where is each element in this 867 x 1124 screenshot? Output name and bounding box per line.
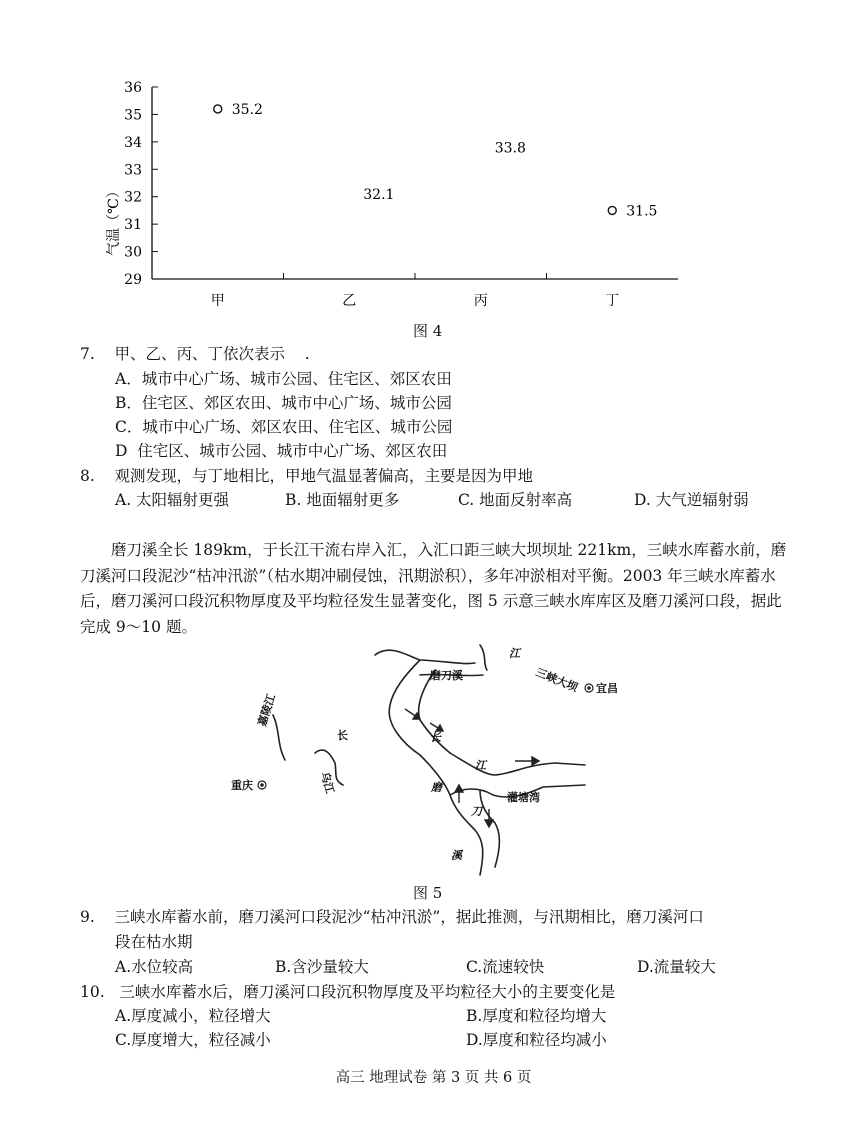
yangtze-main-north-bank <box>450 753 585 775</box>
reading-passage: 磨刀溪全长 189km，于长江干流右岸入汇，入汇口距三峡大坝坝址 221km，三峡水库蓄水前，磨刀溪河口段泥沙“枯冲汛淤”（枯水期冲刷侵蚀，汛期淤积），多年冲淤相对平衡。2003 年三峡水库蓄水后，磨刀溪河口段沉积物厚度及平均粒径发生显著变化，图 5 示意三峡水库库区及磨刀溪河口段，据此完成 9～10 题。 <box>80 541 787 636</box>
page-footer: 高三 地理试卷 第 3 页 共 6 页 <box>335 1070 532 1086</box>
map-label-chongqing: 重庆 <box>231 779 253 792</box>
flow-arrow-4-head <box>455 785 463 792</box>
question-10-option-b: B.厚度和粒径均增大 <box>466 1007 607 1025</box>
question-9-option-c: C.流速较快 <box>466 958 545 976</box>
y-tick-label: 30 <box>124 244 142 261</box>
x-tick-label: 甲 <box>210 293 225 309</box>
y-axis-label: 气温（℃） <box>106 184 122 256</box>
yangtze-main-south-bank <box>420 755 585 797</box>
y-tick-label: 36 <box>124 80 142 96</box>
question-7-option-a: A．城市中心广场、城市公园、住宅区、郊区农田 <box>115 370 452 388</box>
map-label-yichang: 宜昌 <box>596 682 618 695</box>
question-10-option-c: C.厚度增大，粒径减小 <box>115 1031 271 1049</box>
data-label: 32.1 <box>363 186 395 203</box>
figure4-caption: 图 4 <box>413 322 443 340</box>
map-label-wujiang: 乌江 <box>318 770 337 796</box>
question-9-stem-cont: 段在枯水期 <box>115 933 193 951</box>
question-8-option-c: C. 地面反射率高 <box>458 491 573 509</box>
data-point-marker <box>608 206 616 214</box>
y-tick-label: 29 <box>124 272 142 288</box>
figure4-chart <box>90 70 710 310</box>
y-tick-label: 35 <box>124 107 142 124</box>
x-tick-labels <box>211 293 620 309</box>
question-7-option-c: C．城市中心广场、郊区农田、住宅区、城市公园 <box>115 418 453 436</box>
figure5-caption: 图 5 <box>413 884 443 902</box>
x-tick-label: 乙 <box>342 293 357 309</box>
yangtze-upper-bank-1 <box>375 650 475 663</box>
y-tick-labels <box>124 80 142 288</box>
yangtze-upper-bank-2 <box>389 660 420 755</box>
map-label-jiang-top: 江 <box>509 647 520 660</box>
question-8-stem: 8. 观测发现，与丁地相比，甲地气温显著偏高，主要是因为甲地 <box>80 467 533 485</box>
y-tick-label: 32 <box>124 189 142 206</box>
data-label: 33.8 <box>494 140 526 157</box>
question-7-stem: 7. 甲、乙、丙、丁依次表示 . <box>80 345 310 363</box>
figure5-map <box>225 635 645 880</box>
jiang-top-river <box>480 645 487 670</box>
question-10-option-d: D.厚度和粒径均减小 <box>466 1031 607 1049</box>
y-tick-label: 34 <box>124 134 142 151</box>
y-tick-label: 33 <box>124 162 142 179</box>
map-label-jiang-main: 江 <box>475 759 486 772</box>
map-label-mo: 磨 <box>431 781 442 794</box>
x-tick-label: 丁 <box>605 293 620 309</box>
question-9-option-a: A.水位较高 <box>115 958 194 976</box>
map-label-modaoxi-top: 磨刀溪 <box>430 669 463 682</box>
map-label-chang-left: 长 <box>337 729 348 742</box>
question-9-stem: 9. 三峡水库蓄水前，磨刀溪河口段泥沙“枯冲汛淤”，据此推测，与汛期相比，磨刀溪河口 <box>80 908 704 926</box>
data-label: 31.5 <box>626 203 658 220</box>
question-8-option-b: B. 地面辐射更多 <box>285 491 400 509</box>
data-points <box>214 102 658 219</box>
y-tick-label: 31 <box>124 217 142 234</box>
map-label-xi: 溪 <box>451 849 462 862</box>
question-9-option-d: D.流量较大 <box>637 958 716 976</box>
data-label: 35.2 <box>231 101 263 118</box>
flow-arrow-3-head <box>532 757 539 765</box>
question-8-option-d: D. 大气逆辐射弱 <box>634 491 749 509</box>
map-label-dao: 刀 <box>471 805 482 818</box>
question-7-option-d: D 住宅区、城市公园、城市中心广场、郊区农田 <box>115 442 448 460</box>
map-label-chang-main: 长 <box>430 731 441 744</box>
question-10-option-a: A.厚度减小，粒径增大 <box>115 1007 271 1025</box>
question-10-stem: 10. 三峡水库蓄水后，磨刀溪河口段沉积物厚度及平均粒径大小的主要变化是 <box>80 983 616 1001</box>
question-8-option-a: A. 太阳辐射更强 <box>115 491 230 509</box>
map-label-jialing: 嘉陵江 <box>255 692 279 728</box>
map-label-guantangwan: 灌塘湾 <box>507 791 540 804</box>
flow-arrow-5-head <box>485 820 493 827</box>
question-9-option-b: B.含沙量较大 <box>275 958 369 976</box>
data-point-marker <box>214 105 222 113</box>
question-7-option-b: B．住宅区、郊区农田、城市中心广场、城市公园 <box>115 394 452 412</box>
map-label-sanxia-dam: 三峡大坝 <box>533 665 580 695</box>
jialing-river <box>273 715 285 760</box>
x-tick-label: 丙 <box>473 293 488 309</box>
